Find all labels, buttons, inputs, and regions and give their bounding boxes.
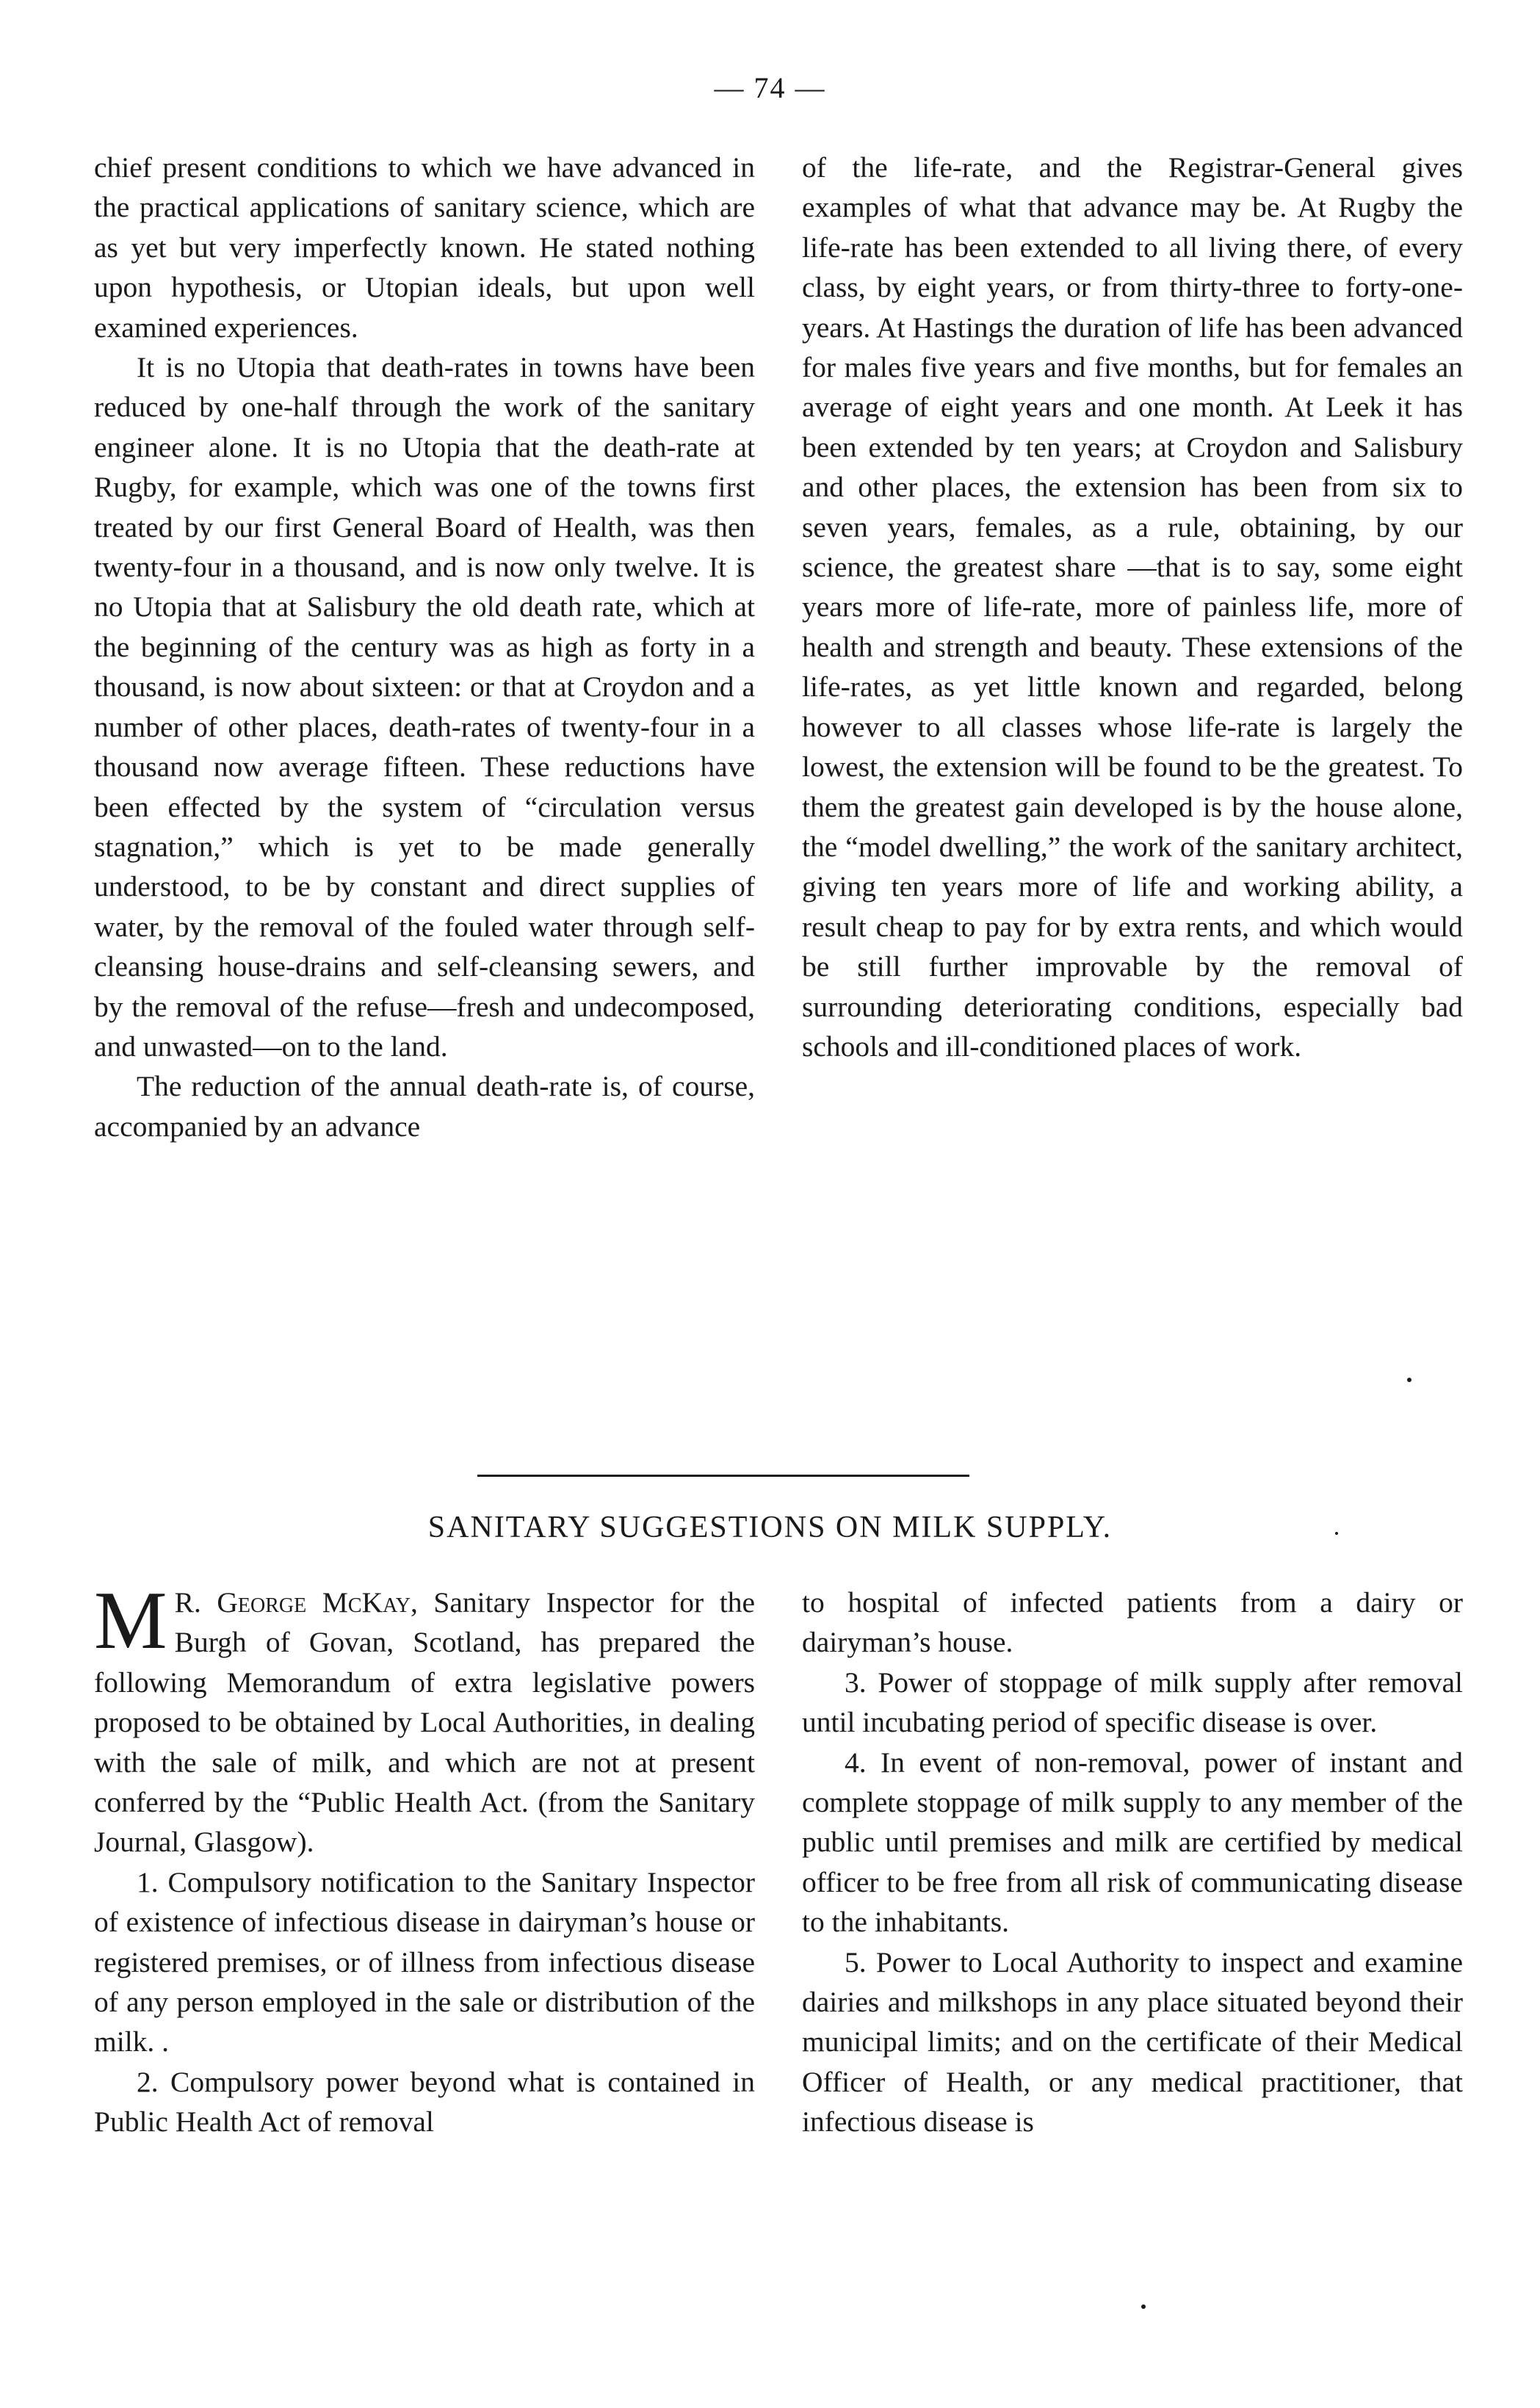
top-right-column	[802, 148, 1463, 1066]
top-left-column	[94, 148, 755, 1146]
print-speck	[1141, 2304, 1146, 2309]
paragraph: chief present conditions to which we have advanced in the practical applications of sanitary science, which are as yet but very imperfectly known. He stated nothing upon hypothesis, or Utopian ideals, but upon well examined experiences.	[94, 151, 755, 344]
paragraph: of the life-rate, and the Registrar-General gives examples of what that advance may be. At Rugby the life-rate has been extended to all living there, of every class, by eight years, or from thirty-three to forty-one-years. At Hastings the duration of life has been advanced for males five years and five months, but for females an average of eight years and one month. At Leek it has been extended by ten years; at Croydon and Salisbury and other places, the extension has been from six to seven years, females, as a rule, obtaining, by our science, the greatest share —that is to say, some eight years more of life-rate, more of painless life, more of health and strength and beauty. These extensions of the life-rates, as yet little known and regarded, belong however to all classes whose life-rate is largely the lowest, the extension will be found to be the greatest. To them the greatest gain developed is by the house alone, the “model dwelling,” the work of the sanitary architect, giving ten years more of life and working ability, a result cheap to pay for by extra rents, and which would be still further improvable by the removal of surrounding deteriorating conditions, especially bad schools and ill-conditioned places of work.	[802, 151, 1463, 1063]
article-left-column	[94, 1575, 756, 2142]
page-number: — 74 —	[714, 71, 826, 104]
intro-text: Sanitary Inspector for the Burgh of Govan, Scotland, has prepared the following Memorandum of extra legislative powers proposed to be obtained by Local Authorities, in dealing with the sale of milk, and which are not at present conferred by the “Public Health Act. (from the Sanitary Journal, Glasgow).	[94, 1586, 756, 1859]
print-speck	[1407, 1378, 1411, 1382]
paragraph: It is no Utopia that death-rates in towns have been reduced by one-half through the work of the sanitary engineer alone. It is no Utopia that the death-rate at Rugby, for example, which was one of the towns first treated by our first General Board of Health, was then twenty-four in a thousand, and is now only twelve. It is no Utopia that at Salisbury the old death rate, which at the beginning of the century was as high as forty in a thousand, is now about sixteen: or that at Croydon and a number of other places, death-rates of twenty-four in a thousand now average fifteen. These reductions have been effected by the system of “circulation versus stagnation,” which is yet to be made generally understood, to be by constant and direct supplies of water, by the removal of the fouled water through self-cleansing house-drains and self-cleansing sewers, and by the removal of the refuse—fresh and undecomposed, and unwasted—on to the land.	[94, 351, 755, 1063]
list-item: 1. Compulsory notification to the Sanitary Inspector of existence of infectious disease in dairyman’s house or registered premises, or of illness from infectious disease of any person employed in the sale or distribution of the milk. .	[94, 1865, 755, 2058]
print-speck	[1335, 1532, 1338, 1535]
article-intro	[94, 1575, 756, 1862]
list-item: to hospital of infected patients from a dairy or dairyman’s house.	[802, 1586, 1463, 1659]
list-item: 5. Power to Local Authority to inspect and examine dairies and milkshops in any place situated beyond their municipal limits; and on the certificate of their Medical Officer of Health, or any medical practitioner, that infectious disease is	[802, 1945, 1463, 2138]
section-divider	[477, 1475, 969, 1477]
intro-name: R. George McKay,	[174, 1586, 418, 1619]
article-title: SANITARY SUGGESTIONS ON MILK SUPPLY.	[427, 1511, 1113, 1544]
list-item: 3. Power of stoppage of milk supply after removal until incubating period of specific disease is over.	[802, 1666, 1463, 1739]
list-item: 4. In event of non-removal, power of instant and complete stoppage of milk supply to any member of the public until premises and milk are certified by medical officer to be free from all risk of communicating disease to the inhabitants.	[802, 1746, 1463, 1939]
article-right-column	[802, 1583, 1463, 2142]
list-item: 2. Compulsory power beyond what is contained in Public Health Act of removal	[94, 2065, 755, 2138]
drop-cap: M	[94, 1575, 167, 1666]
paragraph: The reduction of the annual death-rate is, of course, accompanied by an advance	[94, 1070, 755, 1143]
